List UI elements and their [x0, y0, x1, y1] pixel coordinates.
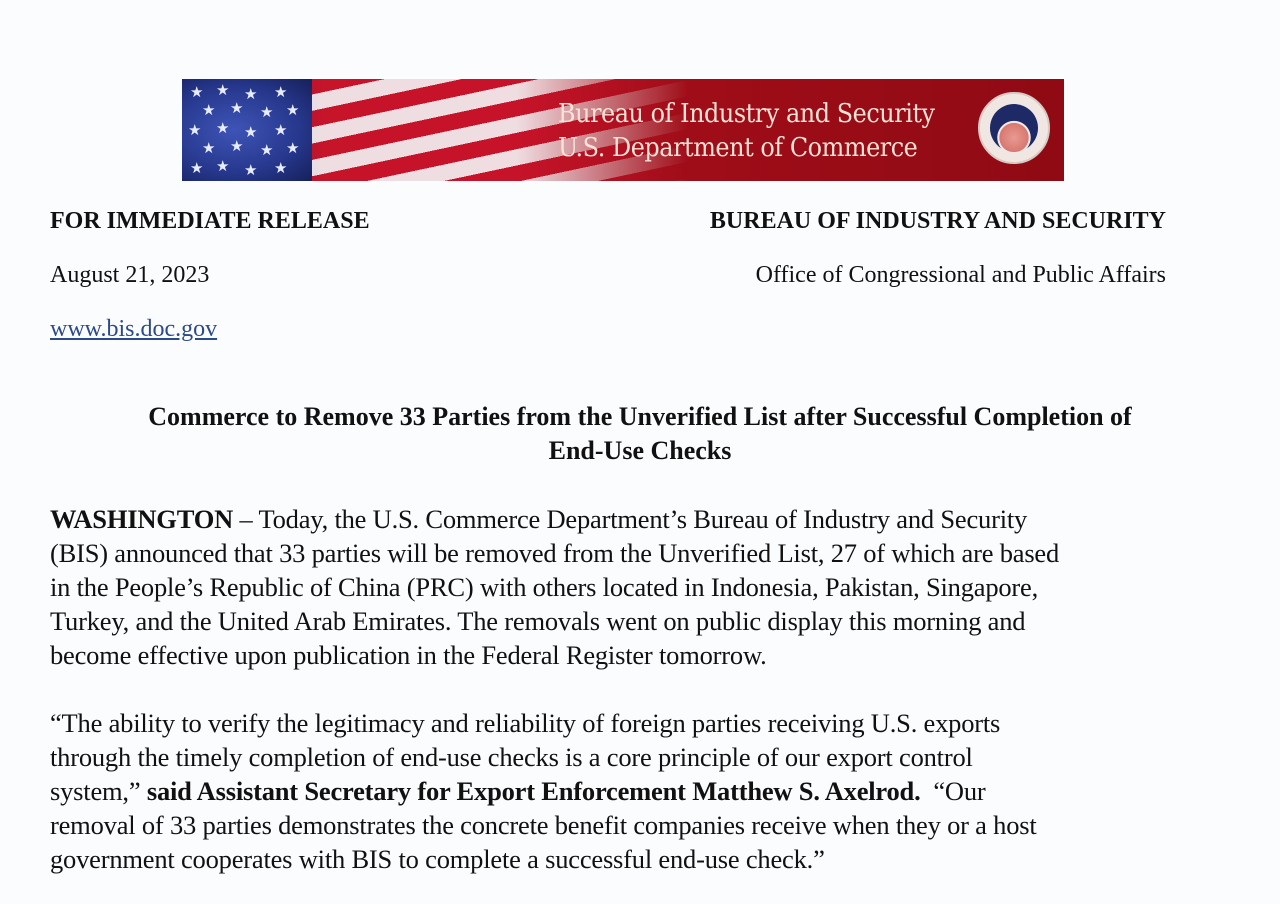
banner-line-bureau: Bureau of Industry and Security	[558, 99, 935, 129]
para2-line-3-pre: system,”	[50, 776, 147, 806]
bis-banner	[182, 79, 1064, 181]
office-name: Office of Congressional and Public Affairs	[755, 262, 1166, 288]
website-link[interactable]: www.bis.doc.gov	[50, 316, 218, 342]
speaker-attribution: said Assistant Secretary for Export Enforcement Matthew S. Axelrod.	[146, 776, 921, 806]
seal-emblem	[990, 104, 1038, 152]
para2-line-1: “The ability to verify the legitimacy and reliability of foreign parties receiving U.S. exports	[50, 708, 1001, 738]
headline	[40, 400, 1240, 468]
agency-name: BUREAU OF INDUSTRY AND SECURITY	[709, 208, 1166, 234]
banner-title	[558, 97, 935, 165]
para1-line-2: (BIS) announced that 33 parties will be removed from the Unverified List, 27 of which are based	[50, 538, 1060, 568]
release-date: August 21, 2023	[50, 262, 210, 288]
commerce-seal-icon	[978, 92, 1050, 164]
para2-line-4: removal of 33 parties demonstrates the concrete benefit companies receive when they or a host	[50, 810, 1037, 840]
para1-line-4: Turkey, and the United Arab Emirates. The removals went on public display this morning and	[50, 606, 1026, 636]
para2-line-3-post: “Our	[920, 776, 986, 806]
para2-line-5: government cooperates with BIS to complete a successful end-use check.”	[50, 844, 825, 874]
paragraph-quote	[50, 706, 1210, 876]
para1-line-5: become effective upon publication in the Federal Register tomorrow.	[50, 640, 767, 670]
para1-line-1: – Today, the U.S. Commerce Department’s Bureau of Industry and Security	[233, 504, 1028, 534]
paragraph-announcement	[50, 502, 1210, 672]
para1-line-3: in the People’s Republic of China (PRC) with others located in Indonesia, Pakistan, Singapore,	[50, 572, 1039, 602]
headline-line-2: End-Use Checks	[548, 436, 732, 465]
us-flag-icon: ★ ★ ★ ★ ★ ★ ★ ★ ★ ★ ★ ★ ★ ★ ★ ★ ★ ★ ★ ★	[182, 79, 312, 181]
release-label: FOR IMMEDIATE RELEASE	[50, 208, 370, 234]
banner-line-department: U.S. Department of Commerce	[558, 133, 918, 163]
para2-line-2: through the timely completion of end-use checks is a core principle of our export control	[50, 742, 973, 772]
dateline: WASHINGTON	[50, 504, 234, 534]
headline-line-1: Commerce to Remove 33 Parties from the Unverified List after Successful Completion of	[148, 402, 1132, 431]
